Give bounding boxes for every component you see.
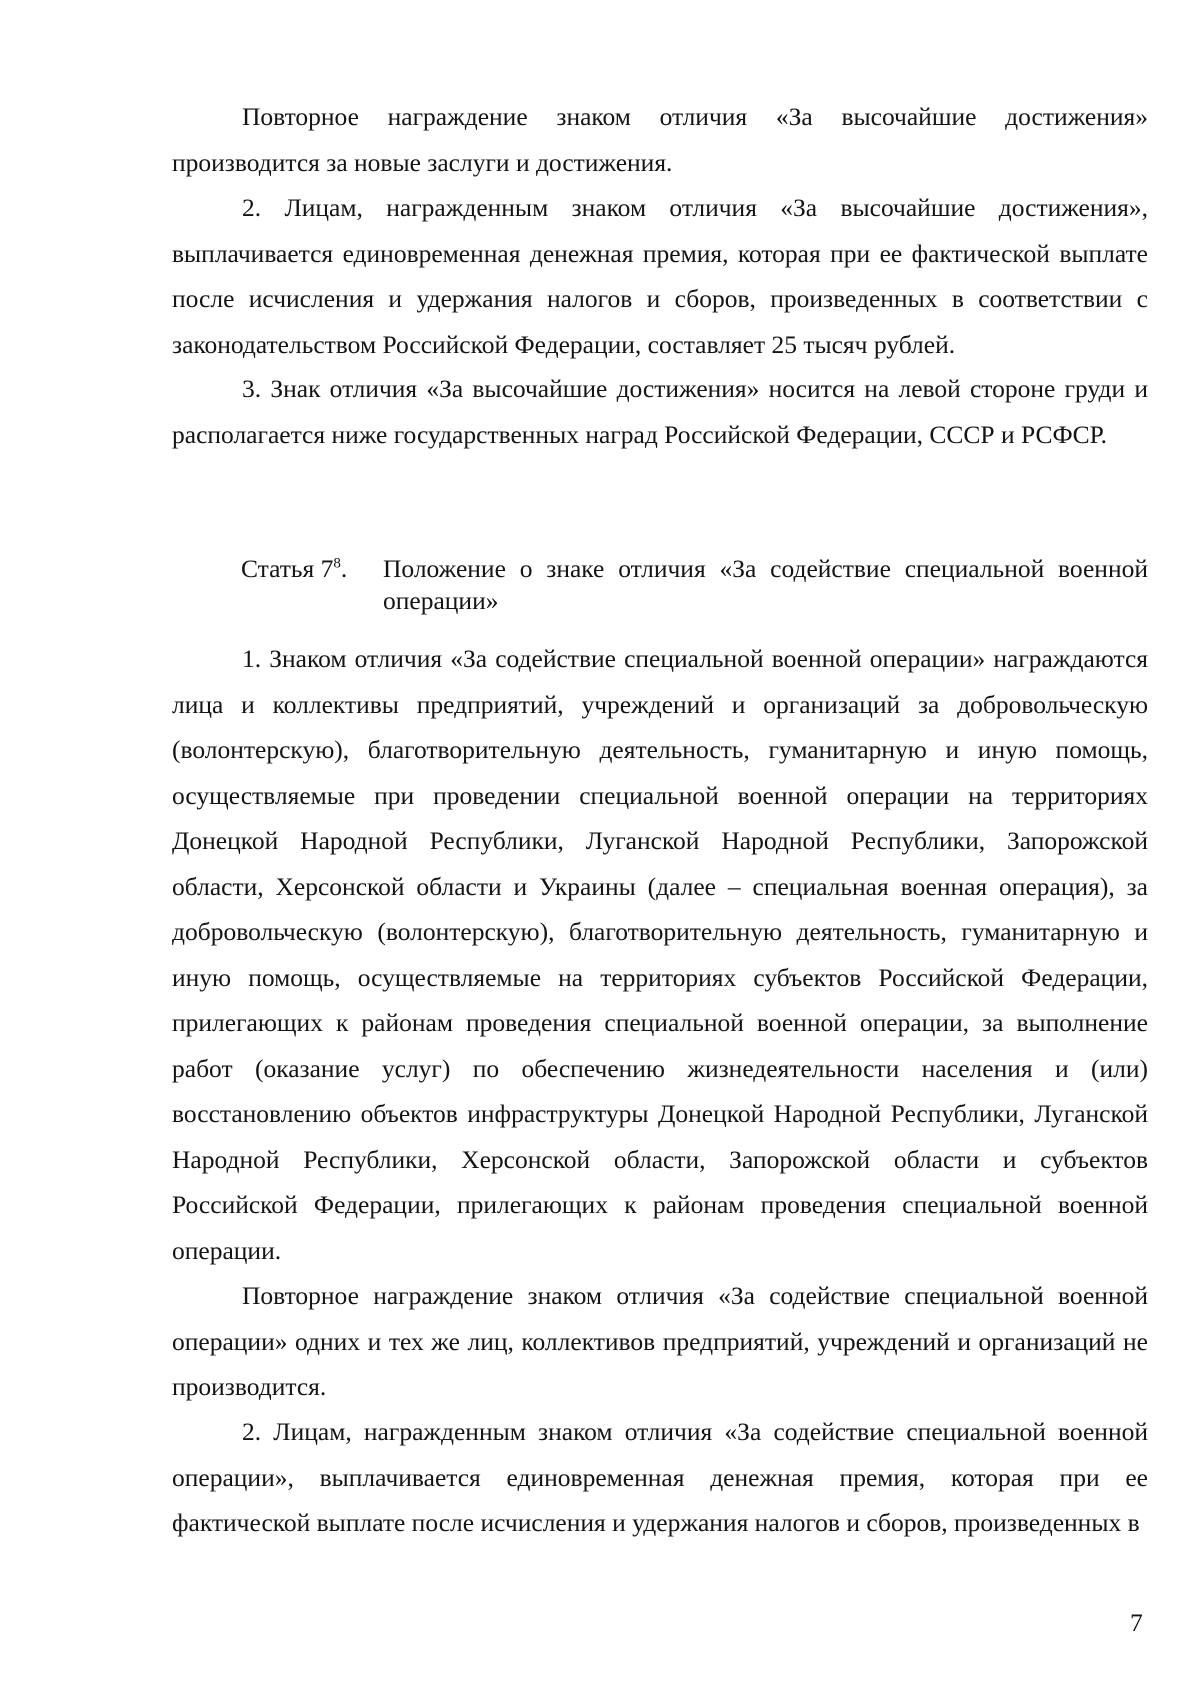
paragraph-svo-award-recipients: 1. Знаком отличия «За содействие специальной военной операции» награждаются лица и коллективы предприятий, учреждений и организаций за добровольческую (волонтерскую), благотворительную деятельность, гуманитарную и иную помощь, осуществляемые при проведении специальной военной операции на территориях Донецкой Народной Республики, Луганской Народной Республики, Запорожской области, Херсонской области и Украины (далее – специальная военная операция), за добровольческую (волонтерскую), благотворительную деятельность, гуманитарную и иную помощь, осуществляемые на территориях субъектов Российской Федерации, прилегающих к районам проведения специальной военной операции, за выполнение работ (оказание услуг) по обеспечению жизнедеятельности населения и (или) восстановлению объектов инфраструктуры Донецкой Народной Республики, Луганской Народной Республики, Херсонской области, Запорожской области и субъектов Российской Федерации, прилегающих к районам проведения специальной военной операции. — [172, 644, 1148, 1265]
article-period: . — [340, 554, 348, 583]
paragraph-svo-bonus: 2. Лицам, награжденным знаком отличия «За содействие специальной военной операции», выплачивается единовременная денежная премия, которая при ее фактической выплате после исчисления и удержания налогов и сборов, произведенных в — [172, 1417, 1148, 1537]
paragraph-achievements-bonus: 2. Лицам, награжденным знаком отличия «За высочайшие достижения», выплачивается единовременная денежная премия, которая при ее фактической выплате после исчисления и удержания налогов и сборов, произведенных в соответствии с законодательством Российской Федерации, составляет 25 тысяч рублей. — [172, 193, 1148, 359]
paragraph-achievements-wearing: 3. Знак отличия «За высочайшие достижения» носится на левой стороне груди и располагается ниже государственных наград Российской Федерации, СССР и РСФСР. — [172, 374, 1148, 449]
page-number: 7 — [1130, 1608, 1143, 1637]
article-number — [241, 553, 383, 617]
article-label: Статья 7 — [241, 554, 334, 583]
article-superscript: 8 — [333, 555, 341, 572]
article-heading — [241, 553, 1148, 617]
paragraph-svo-repeat-award: Повторное награждение знаком отличия «За содействие специальной военной операции» одних и тех же лиц, коллективов предприятий, учреждений и организаций не производится. — [172, 1281, 1148, 1401]
article-title: Положение о знаке отличия «За содействие специальной военной операции» — [383, 554, 1148, 615]
paragraph-repeat-award-achievements: Повторное награждение знаком отличия «За высочайшие достижения» производится за новые заслуги и достижения. — [172, 102, 1148, 177]
